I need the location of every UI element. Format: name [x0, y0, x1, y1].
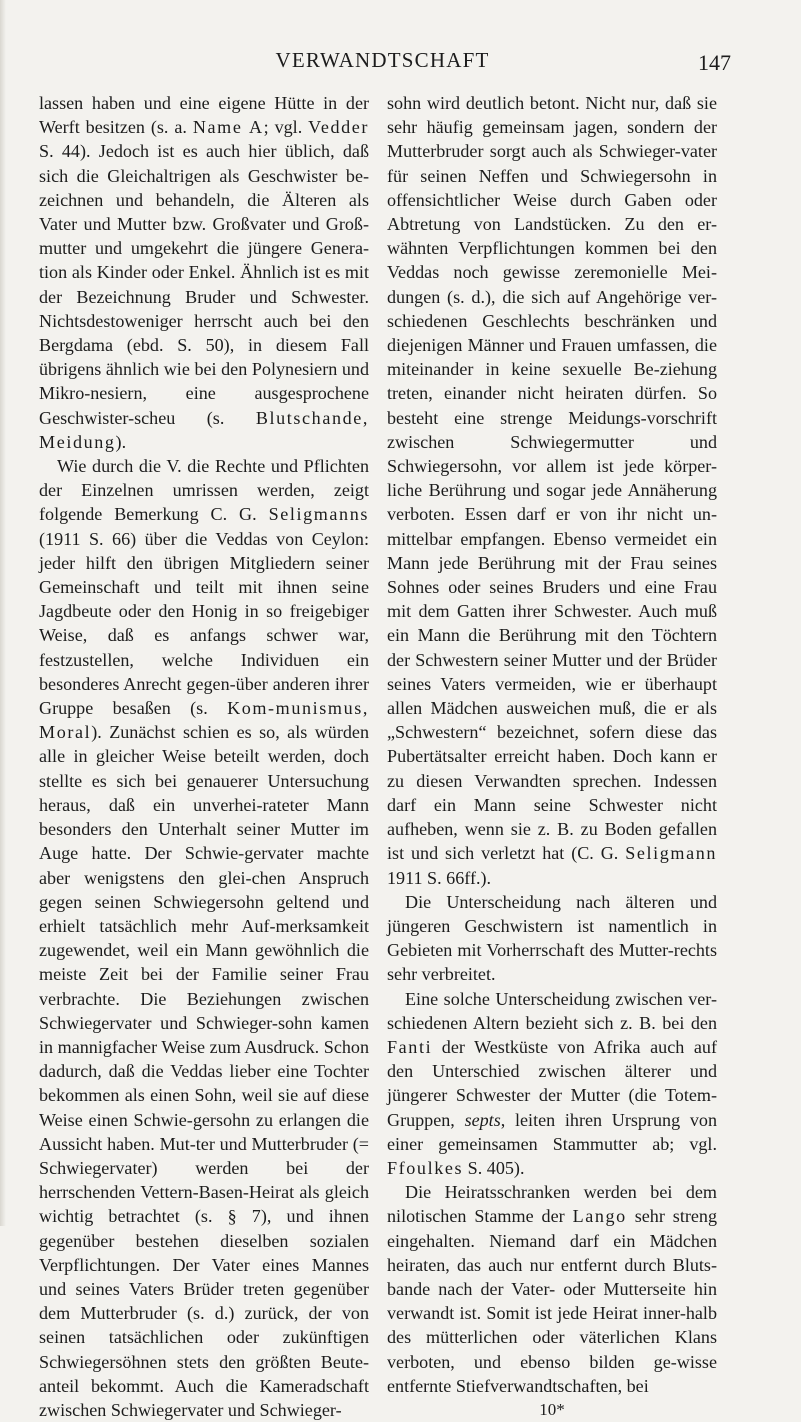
- paragraph: lassen haben und eine eigene Hütte in der Werft besitzen (s. a. Name A; vgl. Vedder S. 44). Jedoch ist es auch hier üblich, daß sich die Gleichaltrigen als Geschwister be-zeichnen und behandeln, die Älteren als Vater und Mutter bzw. Großvater und Groß-mutter und umgekehrt die jüngere Genera-tion als Kinder oder Enkel. Ähnlich ist es mit der Bezeichnung Bruder und Schwester. Nichtsdestoweniger herrscht auch bei den Bergdama (ebd. S. 50), in diesem Fall übrigens ähnlich wie bei den Polynesiern und Mikro-nesiern, eine ausgesprochene Geschwister-scheu (s. Blutschande, Meidung).: [39, 93, 369, 452]
- author-name: Vedder: [308, 117, 369, 138]
- running-title: VERWANDTSCHAFT: [275, 48, 490, 72]
- cross-reference: Name A: [192, 117, 264, 138]
- paragraph: Die Heiratsschranken werden bei dem nilotischen Stamme der Lango sehr streng eingehalten. Niemand darf ein Mädchen heiraten, das auch nur entfernt durch Bluts-bande nach der Vater- oder Mutterseite hin verwandt ist. Somit ist jede Heirat inner-halb des mütterlichen oder väterlichen Klans verboten, und ebenso bilden ge-wisse entfernte Stiefverwandtschaften, bei: [387, 1182, 717, 1396]
- paragraph: Die Unterscheidung nach älteren und jüngeren Geschwistern ist namentlich in Gebieten mit Vorherrschaft des Mutter-rechts sehr verbreitet.: [387, 891, 717, 985]
- author-name: Seligmann: [625, 843, 717, 864]
- page-gutter-shadow: [0, 0, 6, 1226]
- page-number: 147: [698, 50, 731, 75]
- paragraph: Eine solche Unterscheidung zwischen ver-schiedenen Altern bezieht sich z. B. bei den Fanti der Westküste von Afrika auch auf den Unterschied zwischen älterer und jüngerer Schwester der Mutter (die Totem-Gruppen, septs, leiten ihren Ursprung von einer gemeinsamen Stammutter ab; vgl. Ffoulkes S. 405).: [387, 988, 717, 1178]
- right-column: [387, 91, 717, 1422]
- printer-signature: 10*: [539, 1399, 565, 1419]
- left-column: [39, 91, 369, 1422]
- paragraph: sohn wird deutlich betont. Nicht nur, daß sie sehr häufig gemeinsam jagen, sondern der Mutterbruder sorgt auch als Schwieger-vater für seinen Neffen und Schwiegersohn in offensichtlicher Weise durch Gaben oder Abtretung von Landstücken. Zu den er-wähnten Verpflichtungen kommen bei den Veddas noch gewisse zeremonielle Mei-dungen (s. d.), die sich auf Angehörige ver-schiedenen Geschlechts beschränken und diejenigen Männer und Frauen umfassen, die miteinander in keine sexuelle Be-ziehung treten, einander nicht heiraten dürfen. So besteht eine strenge Meidungs-vorschrift zwischen Schwiegermutter und Schwiegersohn, vor allem ist jede körper-liche Berührung und sogar jede Annäherung verboten. Essen darf er von ihr nicht un-mittelbar empfangen. Ebenso vermeidet ein Mann jede Berührung mit der Frau seines Sohnes oder seines Bruders und eine Frau mit dem Gatten ihrer Schwester. Auch muß ein Mann die Berührung mit den Töchtern der Schwestern seiner Mutter und der Brüder seines Vaters vermeiden, wie er überhaupt allen Mädchen ausweichen muß, die er als „Schwestern“ bezeichnet, sofern diese das Pubertätsalter erreicht haben. Doch kann er zu diesen Verwandten sprechen. Indessen darf ein Mann seine Schwester nicht aufheben, wenn sie z. B. zu Boden gefallen ist und sich verletzt hat (C. G. Seligmann 1911 S. 66ff.).: [387, 93, 717, 888]
- cross-reference: Kom-munismus, Moral: [39, 698, 369, 743]
- cross-reference: Blutschande, Meidung: [39, 407, 369, 452]
- paragraph: Wie durch die V. die Rechte und Pflichten der Einzelnen umrissen werden, zeigt folgende Bemerkung C. G. Seligmanns (1911 S. 66) über die Veddas von Ceylon: jeder hilft den übrigen Mitgliedern seiner Gemeinschaft und teilt mit ihnen seine Jagdbeute oder den Honig in so freigebiger Weise, daß es anfangs schwer war, festzustellen, welche Individuen ein besonderes Anrecht gegen-über anderen ihrer Gruppe besaßen (s. Kom-munismus, Moral). Zunächst schien es so, als würden alle in gleicher Weise beteilt werden, doch stellte es sich bei genauerer Untersuchung heraus, daß ein unverhei-rateter Mann besonders den Unterhalt seiner Mutter im Auge hatte. Der Schwie-gervater machte aber wenigstens den glei-chen Anspruch gegen seinen Schwiegersohn geltend und erhielt tatsächlich mehr Auf-merksamkeit zugewendet, weil ein Mann gewöhnlich die meiste Zeit bei der Familie seiner Frau verbrachte. Die Beziehungen zwischen Schwiegervater und Schwieger-sohn kamen in mannigfacher Weise zum Ausdruck. Schon dadurch, daß die Veddas lieber eine Tochter bekommen als einen Sohn, weil sie auf diese Weise einen Schwie-gersohn zu erlangen die Aussicht haben. Mut-ter und Mutterbruder (= Schwiegervater) werden bei der herrschenden Vettern-Basen-Heirat als gleich wichtig betrachtet (s. § 7), und ihnen gegenüber bestehen dieselben sozialen Verpflichtungen. Der Vater eines Mannes und seines Vaters Brüder treten gegenüber dem Mutterbruder (s. d.) zurück, der von seinen tatsächlichen oder zukünftigen Schwiegersöhnen stets den größten Beute-anteil bekommt. Auch die Kameradschaft zwischen Schwiegervater und Schwieger-: [39, 456, 369, 1420]
- page-header: [34, 48, 731, 80]
- people-name: Lango: [572, 1206, 627, 1227]
- people-name: Fanti: [387, 1036, 433, 1057]
- author-name: Ffoulkes: [387, 1157, 464, 1178]
- author-name: Seligmanns: [268, 504, 369, 525]
- italic-term: septs: [464, 1109, 501, 1130]
